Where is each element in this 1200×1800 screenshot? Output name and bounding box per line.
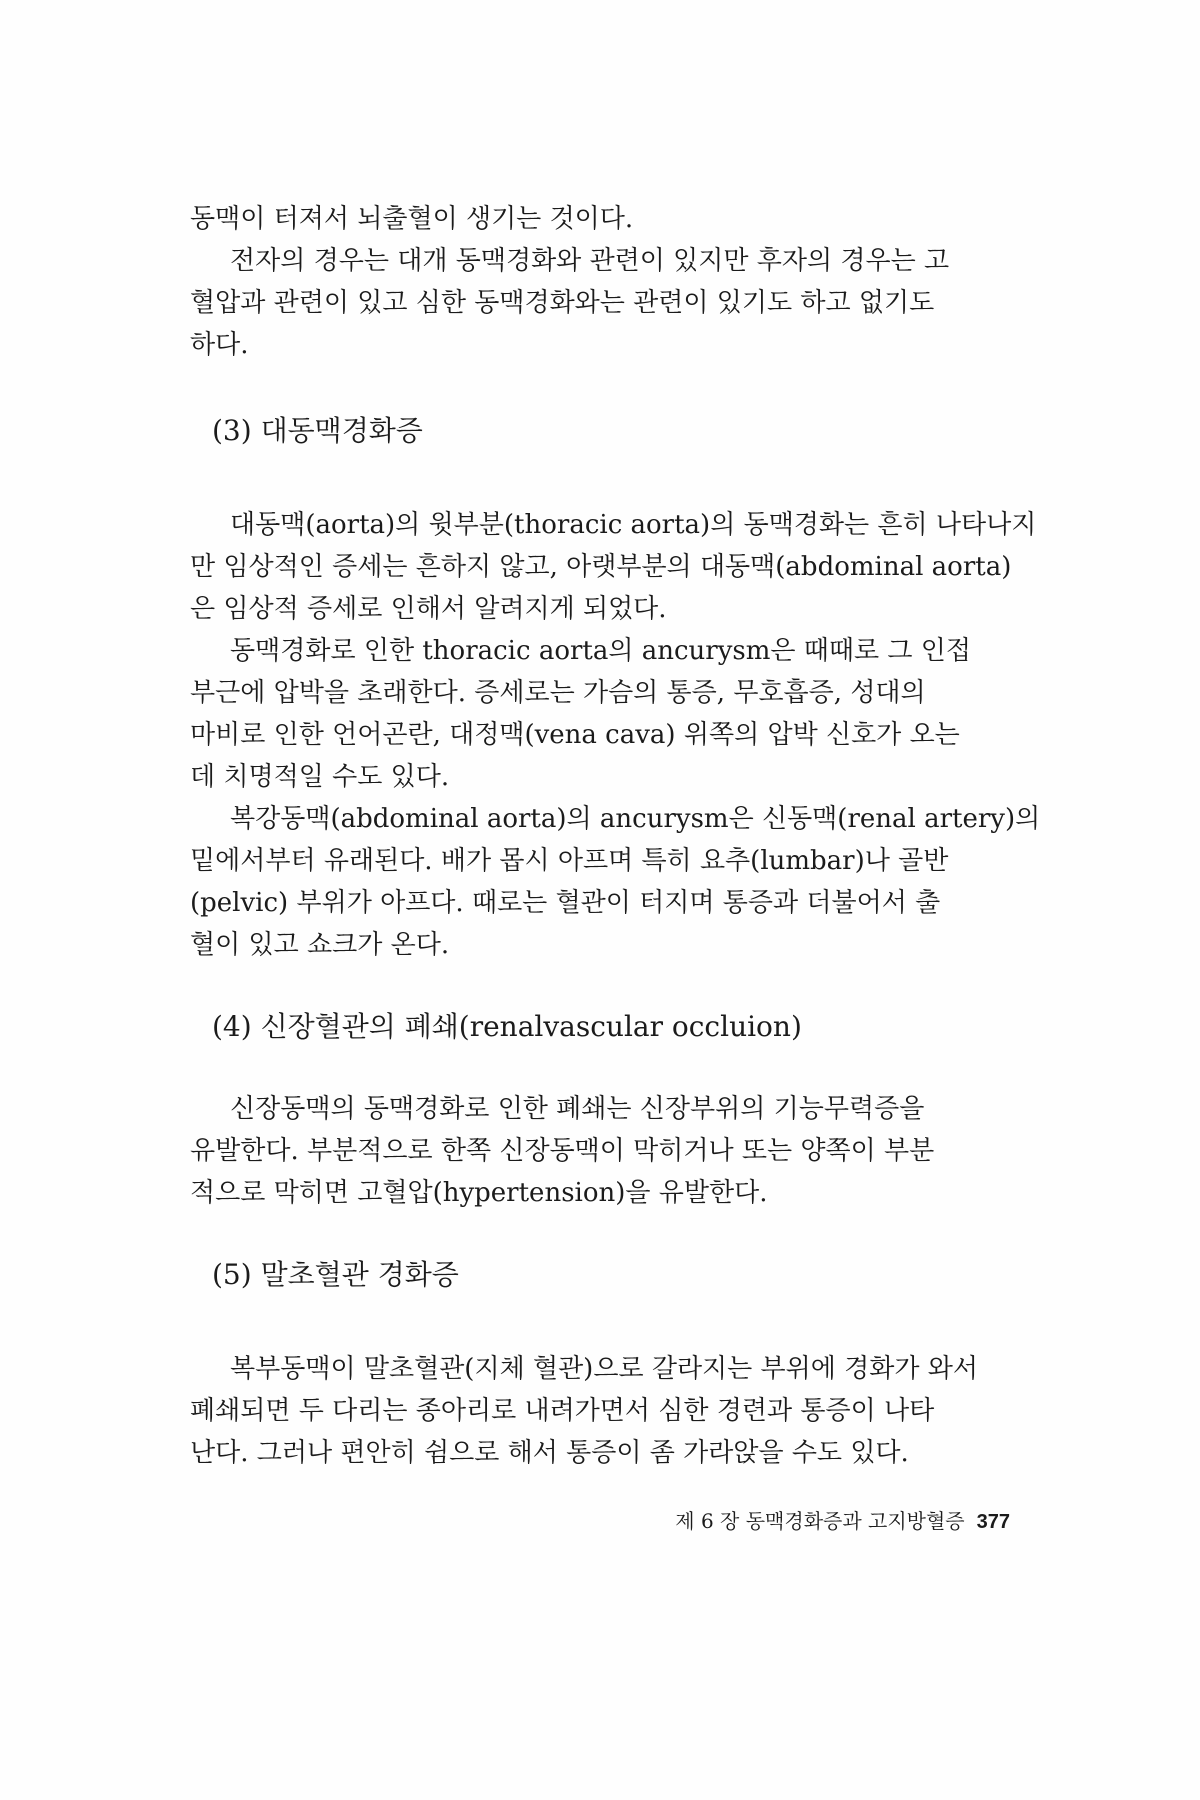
paragraph-line: 마비로 인한 언어곤란, 대정맥(vena cava) 위쪽의 압박 신호가 오는 xyxy=(190,720,960,750)
paragraph-line: 대동맥(aorta)의 윗부분(thoracic aorta)의 동맥경화는 흔히 나타나지 xyxy=(230,510,1037,540)
paragraph-line: 은 임상적 증세로 인해서 알려지게 되었다. xyxy=(190,594,667,624)
paragraph-line: 전자의 경우는 대개 동맥경화와 관련이 있지만 후자의 경우는 고 xyxy=(230,246,950,276)
paragraph-line: 혈압과 관련이 있고 심한 동맥경화와는 관련이 있기도 하고 없기도 xyxy=(190,288,935,318)
section-heading-3: (3) 대동맥경화증 xyxy=(212,414,423,447)
paragraph-line: 데 치명적일 수도 있다. xyxy=(190,762,450,792)
paragraph-line: 혈이 있고 쇼크가 온다. xyxy=(190,930,450,960)
text-column xyxy=(190,198,1041,1474)
paragraph-line: 동맥이 터져서 뇌출혈이 생기는 것이다. xyxy=(190,204,634,234)
page-number: 377 xyxy=(976,1511,1010,1533)
paragraph-line: 밑에서부터 유래된다. 배가 몹시 아프며 특히 요추(lumbar)나 골반 xyxy=(190,846,949,876)
paragraph-line: 적으로 막히면 고혈압(hypertension)을 유발한다. xyxy=(190,1178,768,1208)
paragraph-line: 하다. xyxy=(190,330,249,360)
paragraph-line: 유발한다. 부분적으로 한쪽 신장동맥이 막히거나 또는 양쪽이 부분 xyxy=(190,1136,935,1166)
paragraph-line: (pelvic) 부위가 아프다. 때로는 혈관이 터지며 통증과 더불어서 출 xyxy=(190,888,941,918)
chapter-title: 제 6 장 동맥경화증과 고지방혈증 xyxy=(675,1509,965,1533)
paragraph-line: 폐쇄되면 두 다리는 종아리로 내려가면서 심한 경련과 통증이 나타 xyxy=(190,1396,935,1426)
paragraph-line: 부근에 압박을 초래한다. 증세로는 가슴의 통증, 무호흡증, 성대의 xyxy=(190,678,926,708)
running-footer xyxy=(540,1506,1010,1537)
section-heading-4: (4) 신장혈관의 폐쇄(renalvascular occluion) xyxy=(212,1010,802,1043)
paragraph-line: 난다. 그러나 편안히 쉼으로 해서 통증이 좀 가라앉을 수도 있다. xyxy=(190,1438,909,1468)
paragraph-line: 신장동맥의 동맥경화로 인한 폐쇄는 신장부위의 기능무력증을 xyxy=(230,1094,925,1124)
paragraph-line: 복강동맥(abdominal aorta)의 ancurysm은 신동맥(renal artery)의 xyxy=(230,804,1041,834)
paragraph-line: 만 임상적인 증세는 흔하지 않고, 아랫부분의 대동맥(abdominal aorta) xyxy=(190,552,1012,582)
paragraph-line: 동맥경화로 인한 thoracic aorta의 ancurysm은 때때로 그 인접 xyxy=(230,636,972,666)
paragraph-line: 복부동맥이 말초혈관(지체 혈관)으로 갈라지는 부위에 경화가 와서 xyxy=(230,1354,979,1384)
section-heading-5: (5) 말초혈관 경화증 xyxy=(212,1258,459,1291)
